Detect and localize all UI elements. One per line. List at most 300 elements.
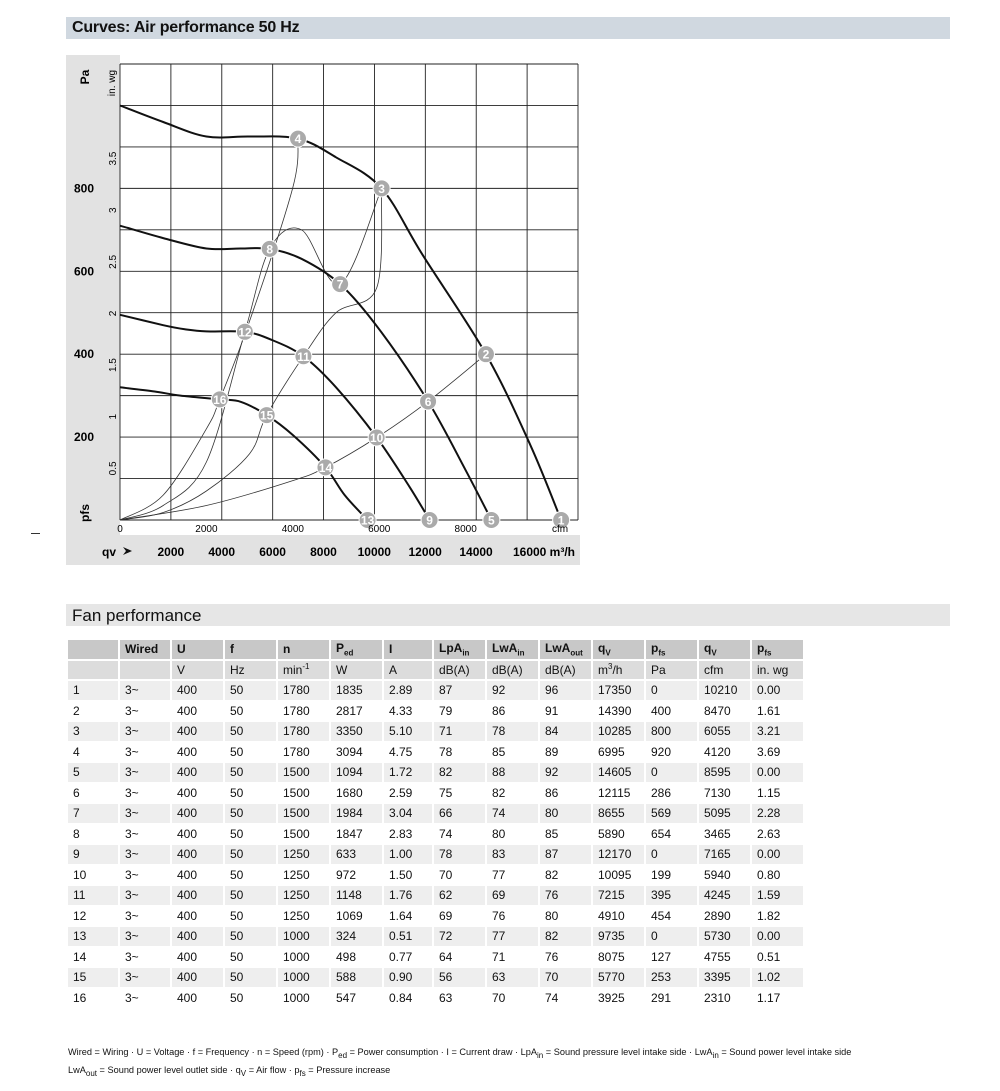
unit-cell	[331, 661, 382, 680]
unit-cell-text: Hz	[230, 662, 245, 677]
table-cell: 89	[540, 743, 591, 762]
table-cell: 50	[225, 927, 276, 946]
operating-point-label: 5	[488, 513, 495, 528]
x-tick-label-m3h: 4000	[208, 545, 236, 559]
table-cell: 1.02	[752, 968, 803, 987]
table-cell: 50	[225, 948, 276, 967]
operating-point-label: 1	[557, 513, 565, 528]
table-cell: 0.90	[384, 968, 432, 987]
header-cell-subscript: out	[570, 648, 583, 658]
header-cell-text: f	[230, 642, 234, 657]
table-cell: 50	[225, 845, 276, 864]
x-tick-label-m3h: 16000 m³/h	[512, 545, 576, 559]
table-cell: 3~	[120, 948, 170, 967]
header-cell	[331, 640, 382, 659]
legend-subscript: in	[537, 1050, 544, 1060]
table-cell: 0	[646, 763, 697, 782]
chart-svg	[66, 55, 580, 565]
table-cell: 1780	[278, 743, 329, 762]
legend-subscript: fs	[299, 1068, 306, 1078]
operating-point-label: 12	[238, 325, 252, 340]
table-cell: 0	[646, 681, 697, 700]
table-cell: 4.75	[384, 743, 432, 762]
x-tick-label-m3h: 14000	[459, 545, 493, 559]
header-cell-text: Wired	[125, 642, 159, 657]
table-cell: 1	[68, 681, 118, 700]
table-cell: 800	[646, 722, 697, 741]
unit-cell-tail: /h	[612, 663, 623, 678]
x-tick-label-cfm: 4000	[281, 524, 304, 535]
table-cell: 3094	[331, 743, 382, 762]
unit-cell-text: cfm	[704, 662, 724, 677]
table-cell: 1250	[278, 886, 329, 905]
table-cell: 71	[487, 948, 538, 967]
table-cell: 3~	[120, 743, 170, 762]
x-tick-label-m3h: 12000	[408, 545, 442, 559]
table-cell: 400	[172, 722, 223, 741]
table-cell: 633	[331, 845, 382, 864]
table-cell: 286	[646, 784, 697, 803]
table-cell: 2.89	[384, 681, 432, 700]
table-cell: 76	[540, 886, 591, 905]
table-cell: 1.82	[752, 907, 803, 926]
table-cell: 400	[172, 845, 223, 864]
table-cell: 80	[487, 825, 538, 844]
operating-point-label: 3	[378, 181, 385, 196]
table-cell: 4.33	[384, 702, 432, 721]
table-row	[68, 948, 803, 967]
header-cell	[487, 640, 538, 659]
table-cell: 1500	[278, 825, 329, 844]
table-cell: 253	[646, 968, 697, 987]
table-cell: 1.61	[752, 702, 803, 721]
table-cell: 4	[68, 743, 118, 762]
table-cell: 14390	[593, 702, 644, 721]
operating-point-label: 8	[266, 242, 274, 257]
table-cell: 1.00	[384, 845, 432, 864]
unit-cell-text: in. wg	[757, 662, 789, 677]
unit-cell	[225, 661, 276, 680]
y-tick-label-inwg: 0.5	[108, 461, 119, 476]
operating-point-label: 7	[336, 277, 344, 292]
table-cell: 80	[540, 804, 591, 823]
table-cell: 1847	[331, 825, 382, 844]
table-cell: 50	[225, 784, 276, 803]
table-cell: 1250	[278, 866, 329, 885]
x-tick-label-m3h: 8000	[310, 545, 337, 559]
table-cell: 400	[172, 927, 223, 946]
table-cell: 50	[225, 886, 276, 905]
y-axis-panel	[66, 55, 120, 565]
table-cell: 3~	[120, 866, 170, 885]
header-cell-text: q	[704, 641, 712, 656]
table-cell: 4755	[699, 948, 750, 967]
header-cell	[172, 640, 223, 659]
table-cell: 1.15	[752, 784, 803, 803]
operating-point-label: 4	[294, 132, 302, 147]
table-row	[68, 845, 803, 864]
table-cell: 3~	[120, 804, 170, 823]
y-tick-label-inwg: 3	[108, 207, 119, 213]
unit-cell-text: A	[389, 662, 398, 677]
table-cell: 0.84	[384, 989, 432, 1008]
table-cell: 79	[434, 702, 485, 721]
table-cell: 91	[540, 702, 591, 721]
table-cell: 1780	[278, 722, 329, 741]
header-cell	[384, 640, 432, 659]
table-cell: 3	[68, 722, 118, 741]
table-cell: 400	[172, 907, 223, 926]
table-cell: 66	[434, 804, 485, 823]
margin-dash	[31, 533, 40, 534]
y-tick-label-inwg: 1	[108, 413, 119, 420]
table-cell: 1.17	[752, 989, 803, 1008]
table-cell: 92	[487, 681, 538, 700]
table-cell: 0.00	[752, 845, 803, 864]
table-cell: 14	[68, 948, 118, 967]
header-cell-subscript: fs	[764, 648, 772, 658]
table-cell: 199	[646, 866, 697, 885]
table-cell: 86	[540, 784, 591, 803]
table-cell: 3~	[120, 825, 170, 844]
table-cell: 1250	[278, 907, 329, 926]
header-cell-text: p	[757, 641, 765, 656]
table-cell: 56	[434, 968, 485, 987]
header-cell	[225, 640, 276, 659]
table-cell: 1500	[278, 784, 329, 803]
y-tick-label-pa: 400	[73, 347, 94, 362]
table-cell: 77	[487, 927, 538, 946]
table-cell: 82	[487, 784, 538, 803]
operating-point-label: 13	[360, 513, 375, 528]
x-tick-label-cfm: 2000	[195, 524, 218, 535]
table-cell: 88	[487, 763, 538, 782]
header-cell	[278, 640, 329, 659]
table-cell: 1500	[278, 763, 329, 782]
operating-point-label: 15	[260, 408, 274, 423]
table-cell: 76	[487, 907, 538, 926]
table-cell: 4245	[699, 886, 750, 905]
table-cell: 63	[487, 968, 538, 987]
header-cell-subscript: V	[605, 648, 611, 658]
unit-cell	[172, 661, 223, 680]
table-row	[68, 907, 803, 926]
header-cell	[434, 640, 485, 659]
table-cell: 50	[225, 681, 276, 700]
unit-cell-text: dB(A)	[439, 662, 470, 677]
table-cell: 3~	[120, 927, 170, 946]
table-row	[68, 784, 803, 803]
table-cell: 547	[331, 989, 382, 1008]
table-cell: 70	[434, 866, 485, 885]
table-cell: 7	[68, 804, 118, 823]
table-row	[68, 804, 803, 823]
table-cell: 87	[540, 845, 591, 864]
table-cell: 920	[646, 743, 697, 762]
table-cell: 96	[540, 681, 591, 700]
table-cell: 400	[172, 989, 223, 1008]
header-cell-subscript: in	[517, 648, 525, 658]
table-cell: 7130	[699, 784, 750, 803]
table-cell: 0.51	[752, 948, 803, 967]
table-cell: 14605	[593, 763, 644, 782]
table-cell: 12115	[593, 784, 644, 803]
table-cell: 2310	[699, 989, 750, 1008]
table-row	[68, 968, 803, 987]
table-cell: 70	[487, 989, 538, 1008]
table-cell: 16	[68, 989, 118, 1008]
table-cell: 17350	[593, 681, 644, 700]
table-cell: 50	[225, 743, 276, 762]
table-cell: 1.76	[384, 886, 432, 905]
unit-cell-text: dB(A)	[492, 662, 523, 677]
table-cell: 400	[172, 804, 223, 823]
table-cell: 50	[225, 804, 276, 823]
table-cell: 400	[172, 743, 223, 762]
table-cell: 3~	[120, 845, 170, 864]
table-cell: 454	[646, 907, 697, 926]
operating-point-label: 10	[369, 431, 384, 446]
table-cell: 82	[540, 866, 591, 885]
table-cell: 3.04	[384, 804, 432, 823]
table-cell: 78	[487, 722, 538, 741]
unit-cell	[384, 661, 432, 680]
table-cell: 127	[646, 948, 697, 967]
table-cell: 7215	[593, 886, 644, 905]
table-cell: 8	[68, 825, 118, 844]
header-cell-text: U	[177, 642, 186, 657]
table-cell: 5.10	[384, 722, 432, 741]
table-cell: 12170	[593, 845, 644, 864]
operating-point-label: 2	[482, 347, 490, 362]
table-cell: 15	[68, 968, 118, 987]
table-row	[68, 866, 803, 885]
table-cell: 1780	[278, 702, 329, 721]
legend-line-1: Wired = Wiring · U = Voltage · f = Frequency · n = Speed $(rpm) \cdot P_{ed}$ = Power consumption · I = Current draw · LpA$_{in}$ = Sound pressure level intake side · LwA$_{in}$ = Sound power level intake side	[68, 1047, 852, 1060]
x-tick-label-cfm: 6000	[368, 524, 391, 535]
table-cell: 70	[540, 968, 591, 987]
table-cell: 654	[646, 825, 697, 844]
table-cell: 10285	[593, 722, 644, 741]
table-row	[68, 722, 803, 741]
header-cell	[752, 640, 803, 659]
table-cell: 5890	[593, 825, 644, 844]
table-cell: 324	[331, 927, 382, 946]
table-cell: 71	[434, 722, 485, 741]
header-cell-text: LwA	[492, 641, 518, 656]
y-tick-label-inwg: 2	[108, 310, 119, 317]
table-cell: 3465	[699, 825, 750, 844]
operating-point-label: 6	[424, 394, 432, 409]
header-cell-subscript: ed	[344, 648, 354, 658]
header-cell-text: LwA	[545, 641, 571, 656]
table-cell: 1.64	[384, 907, 432, 926]
unit-cell	[68, 661, 118, 680]
table-cell: 0.00	[752, 763, 803, 782]
table-cell: 3~	[120, 968, 170, 987]
fan-performance-title: Fan performance	[72, 606, 202, 625]
table-cell: 5940	[699, 866, 750, 885]
table-cell: 6	[68, 784, 118, 803]
table-cell: 2.63	[752, 825, 803, 844]
table-cell: 50	[225, 989, 276, 1008]
operating-point-label: 9	[426, 513, 433, 528]
table-cell: 5730	[699, 927, 750, 946]
unit-cell	[540, 661, 591, 680]
table-cell: 63	[434, 989, 485, 1008]
table-cell: 0.51	[384, 927, 432, 946]
y-unit-pa: Pa	[78, 69, 92, 85]
table-cell: 85	[540, 825, 591, 844]
table-cell: 50	[225, 866, 276, 885]
table-cell: 5	[68, 763, 118, 782]
table-cell: 82	[434, 763, 485, 782]
table-cell: 8075	[593, 948, 644, 967]
table-cell: 69	[434, 907, 485, 926]
legend-subscript: in	[712, 1050, 719, 1060]
table-cell: 1500	[278, 804, 329, 823]
table-cell: 3~	[120, 784, 170, 803]
table-cell: 50	[225, 907, 276, 926]
table-cell: 3~	[120, 681, 170, 700]
table-row	[68, 681, 803, 700]
table-cell: 1780	[278, 681, 329, 700]
table-cell: 2.59	[384, 784, 432, 803]
table-cell: 74	[434, 825, 485, 844]
table-cell: 1000	[278, 927, 329, 946]
table-cell: 87	[434, 681, 485, 700]
table-cell: 498	[331, 948, 382, 967]
table-cell: 1680	[331, 784, 382, 803]
table-cell: 400	[172, 702, 223, 721]
legend-subscript: ed	[338, 1050, 348, 1060]
table-cell: 12	[68, 907, 118, 926]
unit-cell	[278, 661, 329, 680]
table-cell: 1835	[331, 681, 382, 700]
table-cell: 82	[540, 927, 591, 946]
table-cell: 69	[487, 886, 538, 905]
table-cell: 75	[434, 784, 485, 803]
table-row	[68, 825, 803, 844]
table-cell: 1148	[331, 886, 382, 905]
header-cell-text: q	[598, 641, 606, 656]
table-row	[68, 763, 803, 782]
table-cell: 86	[487, 702, 538, 721]
x-axis-label-qv: qv	[102, 545, 117, 559]
legend-subscript: out	[85, 1068, 97, 1078]
unit-cell-superscript: 3	[608, 662, 613, 672]
curves-title: Curves: Air performance 50 Hz	[72, 19, 300, 36]
table-cell: 3395	[699, 968, 750, 987]
table-cell: 2.28	[752, 804, 803, 823]
header-cell	[646, 640, 697, 659]
table-cell: 64	[434, 948, 485, 967]
unit-cell-text: Pa	[651, 662, 666, 677]
table-cell: 0.00	[752, 681, 803, 700]
table-cell: 5770	[593, 968, 644, 987]
table-cell: 5095	[699, 804, 750, 823]
table-cell: 78	[434, 743, 485, 762]
header-cell-text: P	[336, 641, 345, 656]
table-cell: 84	[540, 722, 591, 741]
table-units-row	[68, 661, 803, 680]
table-cell: 400	[172, 825, 223, 844]
table-cell: 50	[225, 702, 276, 721]
x-tick-label-m3h: 6000	[259, 545, 286, 559]
x-tick-label-cfm: 0	[117, 524, 123, 535]
table-cell: 10095	[593, 866, 644, 885]
table-row	[68, 743, 803, 762]
table-cell: 3~	[120, 763, 170, 782]
x-tick-label-cfm: cfm	[551, 524, 569, 535]
y-tick-label-pa: 200	[73, 430, 94, 445]
table-cell: 1000	[278, 968, 329, 987]
table-legend	[68, 1045, 968, 1081]
table-cell: 9735	[593, 927, 644, 946]
unit-cell	[434, 661, 485, 680]
y-axis-label-pfs: pfs	[78, 504, 92, 522]
table-cell: 8470	[699, 702, 750, 721]
table-cell: 3.21	[752, 722, 803, 741]
header-cell-text: I	[389, 642, 393, 657]
fan-performance-table	[66, 638, 805, 1009]
table-cell: 2	[68, 702, 118, 721]
table-cell: 3~	[120, 722, 170, 741]
header-cell	[540, 640, 591, 659]
table-row	[68, 702, 803, 721]
table-cell: 50	[225, 763, 276, 782]
table-cell: 72	[434, 927, 485, 946]
table-cell: 6995	[593, 743, 644, 762]
unit-cell-superscript: -1	[302, 662, 310, 672]
legend-subscript: V	[240, 1068, 247, 1078]
table-cell: 3925	[593, 989, 644, 1008]
x-tick-label-cfm: 8000	[454, 524, 477, 535]
table-cell: 0.00	[752, 927, 803, 946]
x-tick-label-m3h: 2000	[157, 545, 185, 559]
table-cell: 400	[172, 968, 223, 987]
table-cell: 3~	[120, 989, 170, 1008]
table-cell: 13	[68, 927, 118, 946]
y-tick-label-inwg: 1.5	[108, 358, 119, 373]
operating-point-label: 16	[213, 392, 227, 407]
header-cell	[120, 640, 170, 659]
unit-cell-text: dB(A)	[545, 662, 576, 677]
table-cell: 1984	[331, 804, 382, 823]
header-cell-subscript: in	[462, 648, 470, 658]
table-cell: 10	[68, 866, 118, 885]
table-cell: 3350	[331, 722, 382, 741]
table-body	[68, 681, 803, 1007]
table-cell: 0	[646, 845, 697, 864]
table-cell: 3~	[120, 702, 170, 721]
table-cell: 400	[172, 681, 223, 700]
table-cell: 74	[540, 989, 591, 1008]
table-cell: 50	[225, 825, 276, 844]
table-row	[68, 989, 803, 1008]
table-cell: 50	[225, 722, 276, 741]
table-cell: 400	[172, 948, 223, 967]
table-cell: 78	[434, 845, 485, 864]
table-cell: 0	[646, 927, 697, 946]
table-header-row	[68, 640, 803, 659]
table-cell: 569	[646, 804, 697, 823]
table-cell: 3~	[120, 886, 170, 905]
table-cell: 3~	[120, 907, 170, 926]
y-unit-inwg: in. wg	[107, 69, 118, 97]
y-tick-label-inwg: 3.5	[108, 151, 119, 166]
y-tick-label-pa: 800	[73, 181, 94, 196]
